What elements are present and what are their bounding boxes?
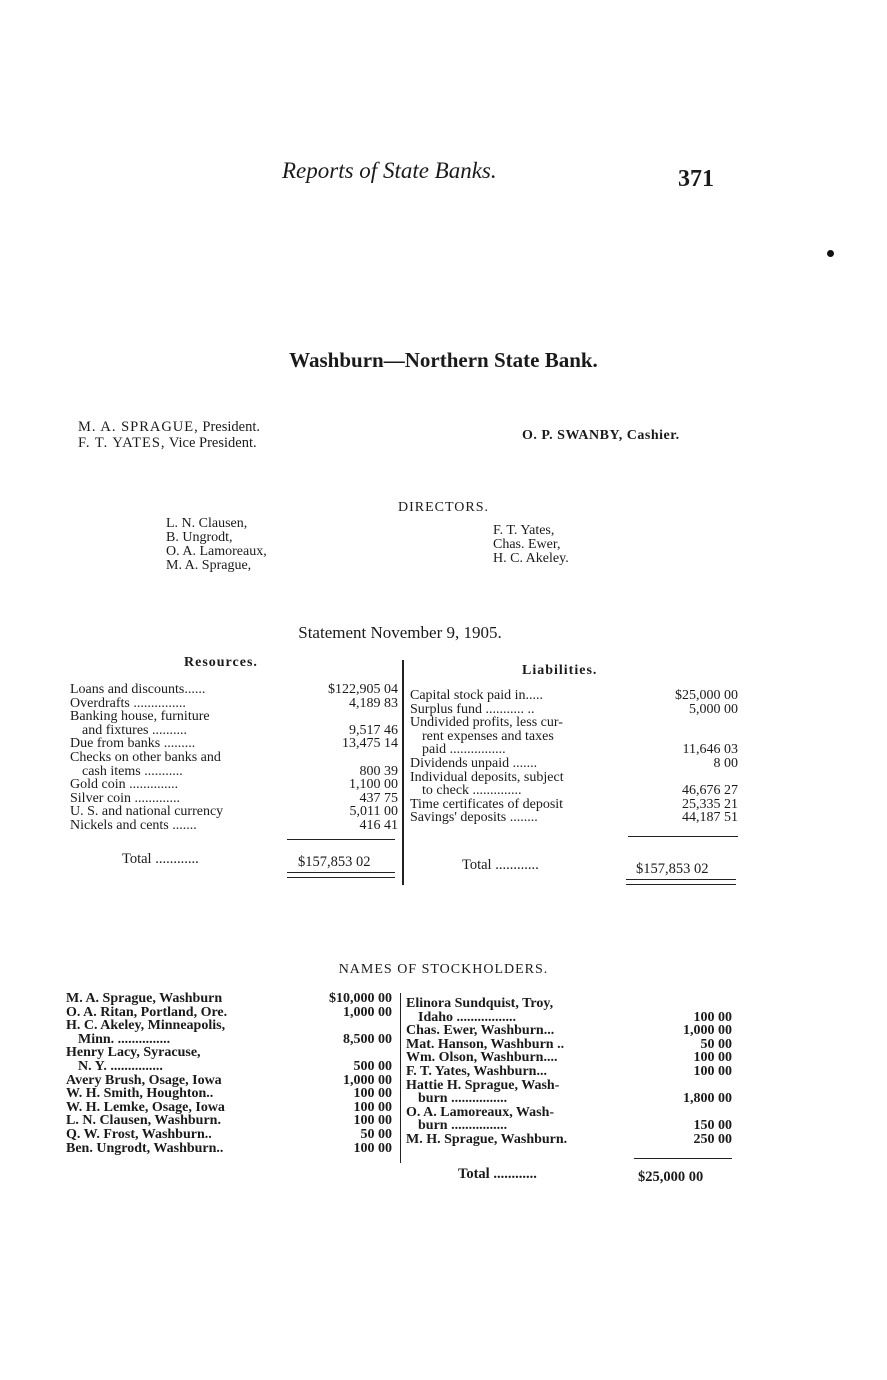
- row-label: Banking house, furniture: [70, 710, 210, 724]
- stockholder-amount: 1,000 00: [343, 1004, 392, 1020]
- stockholder-name: Chas. Ewer, Washburn...: [406, 1023, 555, 1039]
- table-row: [410, 730, 738, 744]
- row-amount: 416 41: [359, 817, 398, 833]
- row-label: Nickels and cents .......: [70, 818, 197, 833]
- row-label: paid ................: [422, 743, 506, 757]
- stockholder-row: [406, 1133, 732, 1147]
- stockholder-amount: 100 00: [353, 1099, 392, 1115]
- stockholder-name: O. A. Ritan, Portland, Ore.: [66, 1004, 228, 1020]
- row-amount: 44,187 51: [682, 810, 738, 826]
- stockholder-amount: 100 00: [693, 1063, 732, 1079]
- stockholder-row: [66, 1087, 392, 1101]
- row-label: rent expenses and taxes: [422, 729, 554, 744]
- stockholder-row: [66, 1074, 392, 1088]
- liabilities-sum-rule: [628, 836, 738, 837]
- stockholder-name: H. C. Akeley, Minneapolis,: [66, 1018, 226, 1034]
- stockholder-amount: 100 00: [353, 1140, 392, 1156]
- row-amount: $25,000 00: [675, 688, 738, 703]
- row-label: Individual deposits, subject: [410, 770, 564, 785]
- resources-sum-rule: [287, 839, 395, 840]
- table-row: [410, 743, 738, 757]
- director-name: B. Ungrodt,: [166, 530, 233, 545]
- stockholders-total-amount: $25,000 00: [638, 1169, 704, 1185]
- row-label: Gold coin ..............: [70, 778, 179, 792]
- row-label: Savings' deposits ........: [410, 811, 538, 825]
- bank-title: Washburn—Northern State Bank.: [289, 348, 598, 372]
- stockholder-name: W. H. Lemke, Osage, Iowa: [66, 1099, 225, 1115]
- table-row: [70, 751, 398, 765]
- page-number: 371: [678, 166, 714, 192]
- row-label: cash items ...........: [82, 764, 183, 779]
- vice-president-name: F. T. YATES,: [78, 435, 166, 451]
- statement-column-divider: [402, 660, 404, 885]
- stockholder-row: [66, 1101, 392, 1115]
- row-label: Loans and discounts......: [70, 683, 206, 697]
- row-label: to check ..............: [422, 784, 522, 798]
- stockholder-name: Mat. Hanson, Washburn ..: [406, 1036, 565, 1052]
- stockholders-right-table: [406, 997, 732, 1147]
- liabilities-table: [410, 689, 738, 825]
- stockholder-name: burn ................: [418, 1091, 508, 1107]
- table-row: [70, 819, 398, 833]
- row-label: Checks on other banks and: [70, 750, 221, 765]
- directors-left-column: [166, 517, 267, 573]
- stockholder-name: Wm. Olson, Washburn....: [406, 1050, 558, 1066]
- liabilities-heading: Liabilities.: [522, 663, 598, 678]
- stockholder-row: [406, 1051, 732, 1065]
- row-amount: 4,189 83: [349, 695, 398, 711]
- stockholder-name: M. H. Sprague, Washburn.: [406, 1131, 568, 1147]
- row-label: Silver coin .............: [70, 791, 181, 806]
- resources-total-amount: $157,853 02: [298, 854, 371, 870]
- stockholder-amount: 100 00: [353, 1086, 392, 1102]
- row-amount: 46,676 27: [682, 783, 738, 799]
- table-row: [70, 710, 398, 724]
- stockholder-name: Hattie H. Sprague, Wash-: [406, 1077, 560, 1093]
- stockholder-amount: 100 00: [353, 1113, 392, 1129]
- stockholders-total-label: Total ............: [458, 1166, 537, 1182]
- resources-heading: Resources.: [184, 655, 258, 670]
- row-amount: 11,646 03: [682, 742, 738, 758]
- stockholder-amount: 100 00: [693, 1009, 732, 1025]
- row-amount: 9,517 46: [349, 722, 398, 738]
- stockholder-row: [406, 1092, 732, 1106]
- row-amount: 800 39: [359, 763, 398, 779]
- table-row: [410, 784, 738, 798]
- stockholder-amount: 150 00: [693, 1118, 732, 1134]
- stockholder-name: burn ................: [418, 1118, 508, 1134]
- table-row: [410, 811, 738, 825]
- stockholder-amount: $10,000 00: [329, 991, 392, 1006]
- row-label: Due from banks .........: [70, 737, 196, 751]
- stockholder-row: [66, 1128, 392, 1142]
- stockholder-row: [406, 1024, 732, 1038]
- row-amount: 1,100 00: [349, 777, 398, 793]
- table-row: [70, 683, 398, 697]
- table-row: [70, 792, 398, 806]
- table-row: [70, 697, 398, 711]
- stockholder-row: [66, 1033, 392, 1047]
- liabilities-total-amount: $157,853 02: [636, 861, 709, 877]
- row-label: and fixtures ..........: [82, 723, 187, 738]
- row-label: Dividends unpaid .......: [410, 756, 538, 771]
- stockholder-row: [406, 1079, 732, 1093]
- row-amount: $122,905 04: [328, 682, 398, 697]
- liabilities-total-label: Total ............: [462, 857, 539, 873]
- row-amount: 5,000 00: [689, 701, 738, 717]
- liabilities-total-double-rule: [626, 879, 736, 885]
- stockholder-name: F. T. Yates, Washburn...: [406, 1063, 547, 1079]
- resources-total-label: Total ............: [122, 851, 199, 867]
- table-row: [70, 765, 398, 779]
- vice-president-role: Vice President.: [168, 435, 257, 451]
- director-name: O. A. Lamoreaux,: [166, 544, 267, 559]
- stockholder-name: L. N. Clausen, Washburn.: [66, 1113, 221, 1129]
- row-label: Surplus fund ........... ..: [410, 702, 535, 717]
- stockholder-name: O. A. Lamoreaux, Wash-: [406, 1104, 555, 1120]
- president-line: [78, 419, 260, 436]
- stockholder-amount: 50 00: [360, 1126, 392, 1142]
- stockholder-amount: 1,000 00: [343, 1072, 392, 1088]
- row-label: U. S. and national currency: [70, 805, 224, 819]
- stockholder-row: [66, 992, 392, 1006]
- table-row: [410, 703, 738, 717]
- vice-president-line: [78, 435, 257, 452]
- table-row: [70, 724, 398, 738]
- stockholder-row: [66, 1006, 392, 1020]
- directors-heading: DIRECTORS.: [397, 500, 490, 515]
- row-label: Overdrafts ...............: [70, 696, 186, 711]
- table-row: [70, 737, 398, 751]
- stockholder-name: Ben. Ungrodt, Washburn..: [66, 1140, 224, 1156]
- stockholders-left-table: [66, 992, 392, 1155]
- stockholders-heading: NAMES OF STOCKHOLDERS.: [338, 962, 549, 977]
- director-name: Chas. Ewer,: [493, 537, 561, 552]
- stockholder-amount: 1,000 00: [683, 1023, 732, 1039]
- row-amount: 437 75: [359, 790, 398, 806]
- stockholder-amount: 100 00: [693, 1050, 732, 1066]
- table-row: [70, 805, 398, 819]
- stockholder-amount: 50 00: [700, 1036, 732, 1052]
- stockholder-row: [406, 1119, 732, 1133]
- stockholder-row: [406, 997, 732, 1011]
- resources-table: [70, 683, 398, 833]
- margin-dot: [827, 250, 834, 257]
- stockholder-row: [66, 1060, 392, 1074]
- resources-total-double-rule: [287, 872, 395, 878]
- stockholder-name: Minn. ...............: [78, 1031, 171, 1047]
- stockholder-row: [406, 1065, 732, 1079]
- table-row: [410, 689, 738, 703]
- stockholders-sum-rule: [634, 1158, 732, 1159]
- stockholder-name: Elinora Sundquist, Troy,: [406, 996, 554, 1011]
- stockholder-name: N. Y. ...............: [78, 1058, 163, 1074]
- stockholder-amount: 8,500 00: [343, 1031, 392, 1047]
- row-label: Undivided profits, less cur-: [410, 716, 563, 730]
- row-label: Capital stock paid in.....: [410, 689, 543, 703]
- cashier-line: O. P. SWANBY, Cashier.: [522, 428, 680, 443]
- running-header-title: Reports of State Banks.: [282, 158, 497, 183]
- stockholder-row: [66, 1046, 392, 1060]
- directors-right-column: [493, 524, 569, 566]
- table-row: [410, 716, 738, 730]
- table-row: [70, 778, 398, 792]
- director-name: F. T. Yates,: [493, 523, 555, 538]
- stockholder-row: [66, 1114, 392, 1128]
- table-row: [410, 771, 738, 785]
- stockholder-name: Q. W. Frost, Washburn..: [66, 1126, 212, 1142]
- stockholders-column-divider: [400, 993, 401, 1163]
- stockholder-name: Avery Brush, Osage, Iowa: [66, 1072, 222, 1088]
- table-row: [410, 757, 738, 771]
- stockholder-amount: 500 00: [353, 1058, 392, 1074]
- stockholder-amount: 1,800 00: [683, 1091, 732, 1107]
- stockholder-name: W. H. Smith, Houghton..: [66, 1086, 214, 1102]
- president-name: M. A. SPRAGUE,: [78, 419, 199, 435]
- row-amount: 5,011 00: [349, 804, 398, 820]
- stockholder-row: [406, 1011, 732, 1025]
- statement-title: Statement November 9, 1905.: [298, 623, 502, 642]
- row-amount: 8 00: [713, 755, 738, 771]
- stockholder-name: Henry Lacy, Syracuse,: [66, 1045, 201, 1061]
- stockholder-row: [66, 1142, 392, 1156]
- director-name: L. N. Clausen,: [166, 516, 248, 531]
- stockholder-row: [66, 1019, 392, 1033]
- row-label: Time certificates of deposit: [410, 797, 564, 812]
- stockholder-amount: 250 00: [693, 1131, 732, 1147]
- stockholder-row: [406, 1038, 732, 1052]
- director-name: H. C. Akeley.: [493, 551, 569, 566]
- stockholder-row: [406, 1106, 732, 1120]
- stockholder-name: Idaho .................: [418, 1009, 517, 1025]
- table-row: [410, 798, 738, 812]
- director-name: M. A. Sprague,: [166, 558, 252, 573]
- row-amount: 13,475 14: [342, 736, 398, 752]
- row-amount: 25,335 21: [682, 796, 738, 812]
- stockholder-name: M. A. Sprague, Washburn: [66, 991, 223, 1006]
- president-role: President.: [202, 419, 260, 435]
